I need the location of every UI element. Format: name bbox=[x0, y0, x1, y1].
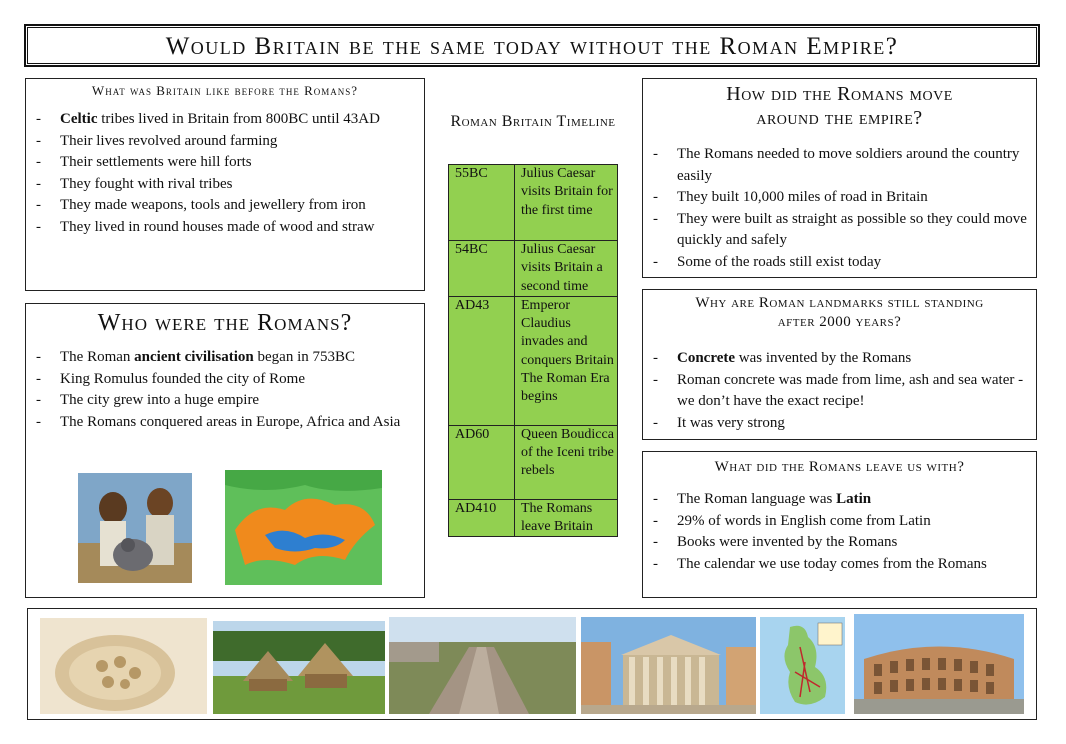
colosseum-image bbox=[854, 614, 1024, 714]
leave-us-heading: What did the Romans leave us with? bbox=[714, 459, 965, 475]
table-row bbox=[449, 296, 618, 425]
list-item: - The calendar we use today comes from the Romans bbox=[643, 554, 1036, 576]
list-item: - Their lives revolved around farming bbox=[26, 131, 424, 153]
landmarks-panel bbox=[642, 289, 1037, 440]
list-item: - They made weapons, tools and jewellery from iron bbox=[26, 195, 424, 217]
list-item: - Their settlements were hill forts bbox=[26, 152, 424, 174]
landmarks-list bbox=[643, 348, 1036, 434]
pantheon-image bbox=[581, 617, 756, 714]
list-item: - They built 10,000 miles of road in Britain bbox=[643, 187, 1036, 209]
before-romans-panel bbox=[25, 78, 425, 291]
leave-us-panel bbox=[642, 451, 1037, 598]
list-item: - The Romans conquered areas in Europe, Africa and Asia bbox=[26, 412, 424, 434]
move-empire-panel bbox=[642, 78, 1037, 278]
timeline-event: Queen Boudicca of the Iceni tribe rebels bbox=[515, 425, 618, 499]
list-item: - They were built as straight as possible so they could move quickly and safely bbox=[643, 209, 1036, 252]
page-title: Would Britain be the same today without the Roman Empire? bbox=[165, 33, 899, 60]
round-houses-image bbox=[213, 621, 385, 714]
list-item: - The Roman language was Latin bbox=[643, 489, 1036, 511]
table-row bbox=[449, 165, 618, 241]
celtic-family-image bbox=[78, 473, 192, 583]
move-empire-heading: How did the Romans move around the empire? bbox=[726, 83, 953, 129]
list-item: - Some of the roads still exist today bbox=[643, 252, 1036, 274]
timeline-date: AD410 bbox=[449, 499, 515, 537]
list-item: - They lived in round houses made of wood and straw bbox=[26, 217, 424, 239]
list-item: - 29% of words in English come from Latin bbox=[643, 511, 1036, 533]
timeline-event: Emperor Claudius invades and conquers Britain The Roman Era begins bbox=[515, 296, 618, 425]
roman-britain-map-image bbox=[760, 617, 845, 714]
before-romans-heading: What was Britain like before the Romans? bbox=[91, 83, 359, 98]
list-item: - Celtic tribes lived in Britain from 800BC until 43AD bbox=[26, 109, 424, 131]
timeline-date: AD43 bbox=[449, 296, 515, 425]
europe-map-image bbox=[225, 470, 382, 585]
table-row bbox=[449, 241, 618, 297]
before-romans-list bbox=[26, 109, 424, 238]
roman-road-image bbox=[389, 617, 576, 714]
list-item: - The Romans needed to move soldiers around the country easily bbox=[643, 144, 1036, 187]
list-item: - The city grew into a huge empire bbox=[26, 390, 424, 412]
timeline-event: Julius Caesar visits Britain a second time bbox=[515, 241, 618, 297]
list-item: - Roman concrete was made from lime, ash and sea water - we don’t have the exact recipe! bbox=[643, 370, 1036, 413]
timeline-date: AD60 bbox=[449, 425, 515, 499]
list-item: - Concrete was invented by the Romans bbox=[643, 348, 1036, 370]
timeline-event: Julius Caesar visits Britain for the first time bbox=[515, 165, 618, 241]
timeline-date: 55BC bbox=[449, 165, 515, 241]
list-item: - They fought with rival tribes bbox=[26, 174, 424, 196]
table-row bbox=[449, 425, 618, 499]
image-strip bbox=[27, 608, 1037, 720]
list-item: - King Romulus founded the city of Rome bbox=[26, 369, 424, 391]
list-item: - It was very strong bbox=[643, 413, 1036, 435]
table-row bbox=[449, 499, 618, 537]
timeline-event: The Romans leave Britain bbox=[515, 499, 618, 537]
timeline-table bbox=[448, 164, 618, 537]
landmarks-heading: Why are Roman landmarks still standing after 2000 years? bbox=[695, 295, 984, 330]
who-romans-heading: Who were the Romans? bbox=[97, 310, 353, 336]
who-romans-panel bbox=[25, 303, 425, 598]
list-item: - The Roman ancient civilisation began in 753BC bbox=[26, 347, 424, 369]
list-item: - Books were invented by the Romans bbox=[643, 532, 1036, 554]
timeline-heading: Roman Britain Timeline bbox=[450, 113, 616, 130]
timeline-date: 54BC bbox=[449, 241, 515, 297]
title-banner bbox=[24, 24, 1040, 67]
hill-fort-model-image bbox=[40, 618, 207, 714]
leave-us-list bbox=[643, 489, 1036, 575]
who-romans-list bbox=[26, 347, 424, 433]
move-empire-list bbox=[643, 144, 1036, 273]
